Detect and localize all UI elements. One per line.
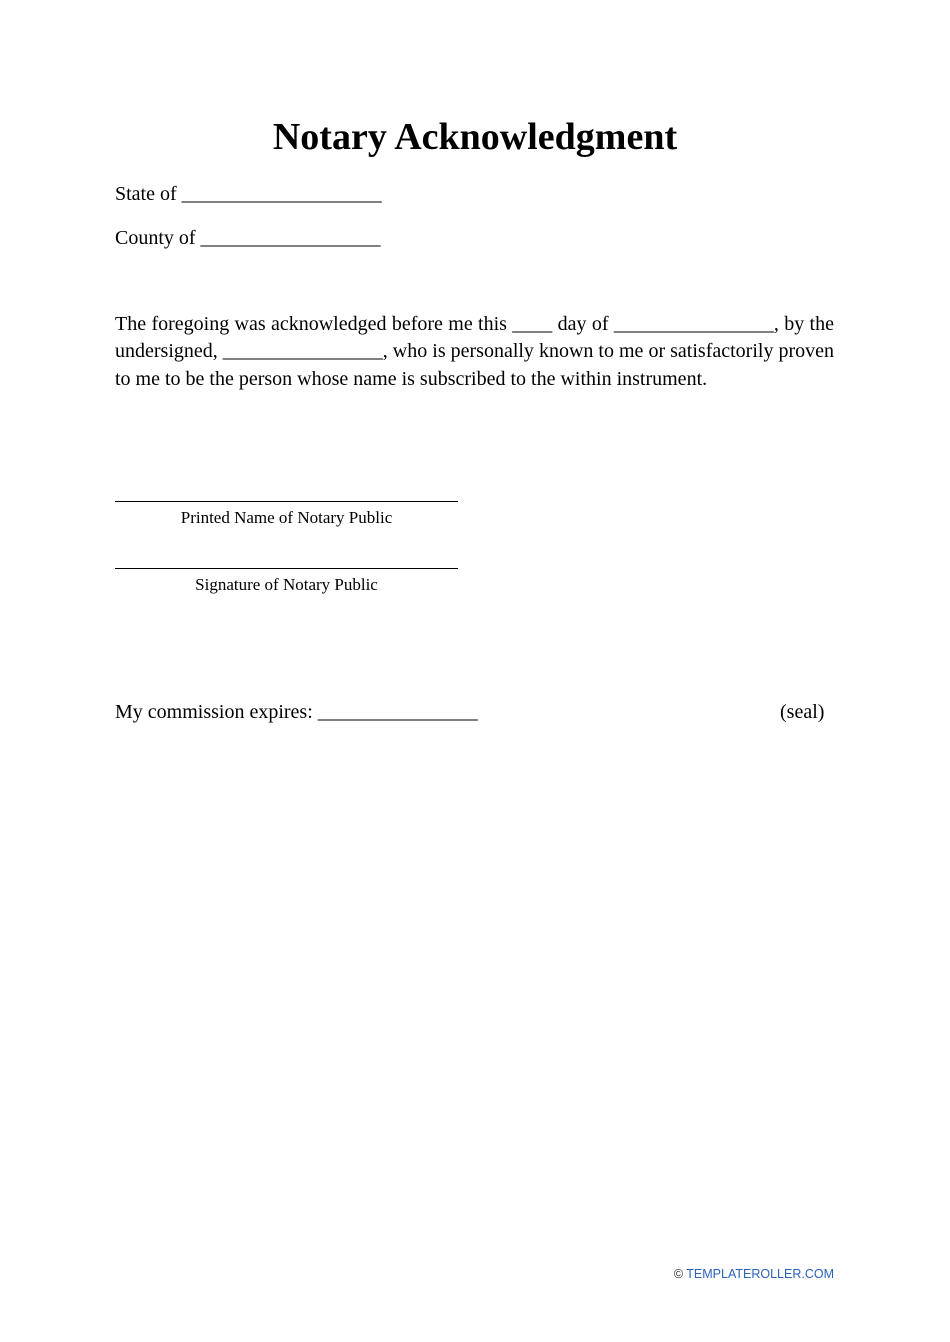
footer-watermark [674,1266,834,1282]
signature-caption: Signature of Notary Public [195,575,378,594]
state-of-field: State of ____________________ [115,183,382,205]
seal-label: (seal) [780,701,825,723]
printed-name-caption: Printed Name of Notary Public [180,508,393,527]
printed-name-block [115,501,458,528]
document-title: Notary Acknowledgment [272,116,678,158]
signature-block [115,568,458,595]
copyright-icon: © [673,1267,684,1281]
printed-name-signature-line [115,501,458,502]
county-of-field: County of __________________ [115,227,381,249]
acknowledgment-paragraph: The foregoing was acknowledged before me this ____ day of ________________, by the undersigned, ________________, who is personally known to me or satisfactorily proven to me to be the person whose name is subscribed to the within instrument. [115,313,834,390]
signature-line [115,568,458,569]
footer-brand-link[interactable]: TEMPLATEROLLER.COM [686,1267,834,1281]
commission-expires-field: My commission expires: ________________ [115,701,478,723]
